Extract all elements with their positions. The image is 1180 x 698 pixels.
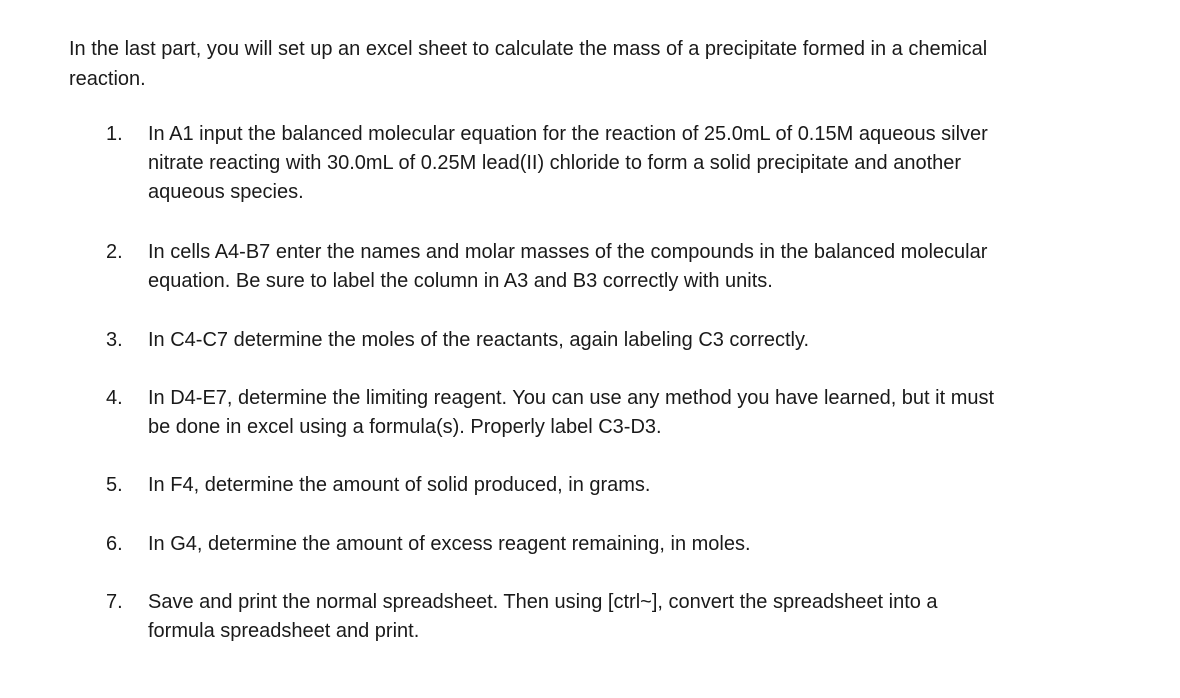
step-number: 1. bbox=[106, 123, 123, 145]
step-text: Save and print the normal spreadsheet. Then using [ctrl~], convert the spreadsheet into a formula spreadsheet and print. bbox=[148, 591, 938, 642]
intro-paragraph: In the last part, you will set up an excel sheet to calculate the mass of a precipitate formed in a chemical reaction. bbox=[69, 38, 988, 90]
step-number: 2. bbox=[106, 241, 123, 263]
step-number: 7. bbox=[106, 591, 123, 613]
step-text: In C4-C7 determine the moles of the reactants, again labeling C3 correctly. bbox=[148, 329, 810, 351]
step-text: In F4, determine the amount of solid produced, in grams. bbox=[148, 474, 651, 496]
step-number: 4. bbox=[106, 387, 123, 409]
step-text: In A1 input the balanced molecular equation for the reaction of 25.0mL of 0.15M aqueous silver nitrate reacting with 30.0mL of 0.25M lead(II) chloride to form a solid precipitate and another aqueous species. bbox=[148, 123, 988, 203]
step-number: 6. bbox=[106, 533, 123, 555]
step-number: 5. bbox=[106, 474, 123, 496]
step-text: In cells A4-B7 enter the names and molar masses of the compounds in the balanced molecular equation. Be sure to label the column in A3 and B3 correctly with units. bbox=[148, 241, 988, 292]
step-text: In G4, determine the amount of excess reagent remaining, in moles. bbox=[148, 533, 751, 555]
step-text: In D4-E7, determine the limiting reagent. You can use any method you have learned, but it must be done in excel using a formula(s). Properly label C3-D3. bbox=[148, 387, 995, 438]
step-number: 3. bbox=[106, 329, 123, 351]
